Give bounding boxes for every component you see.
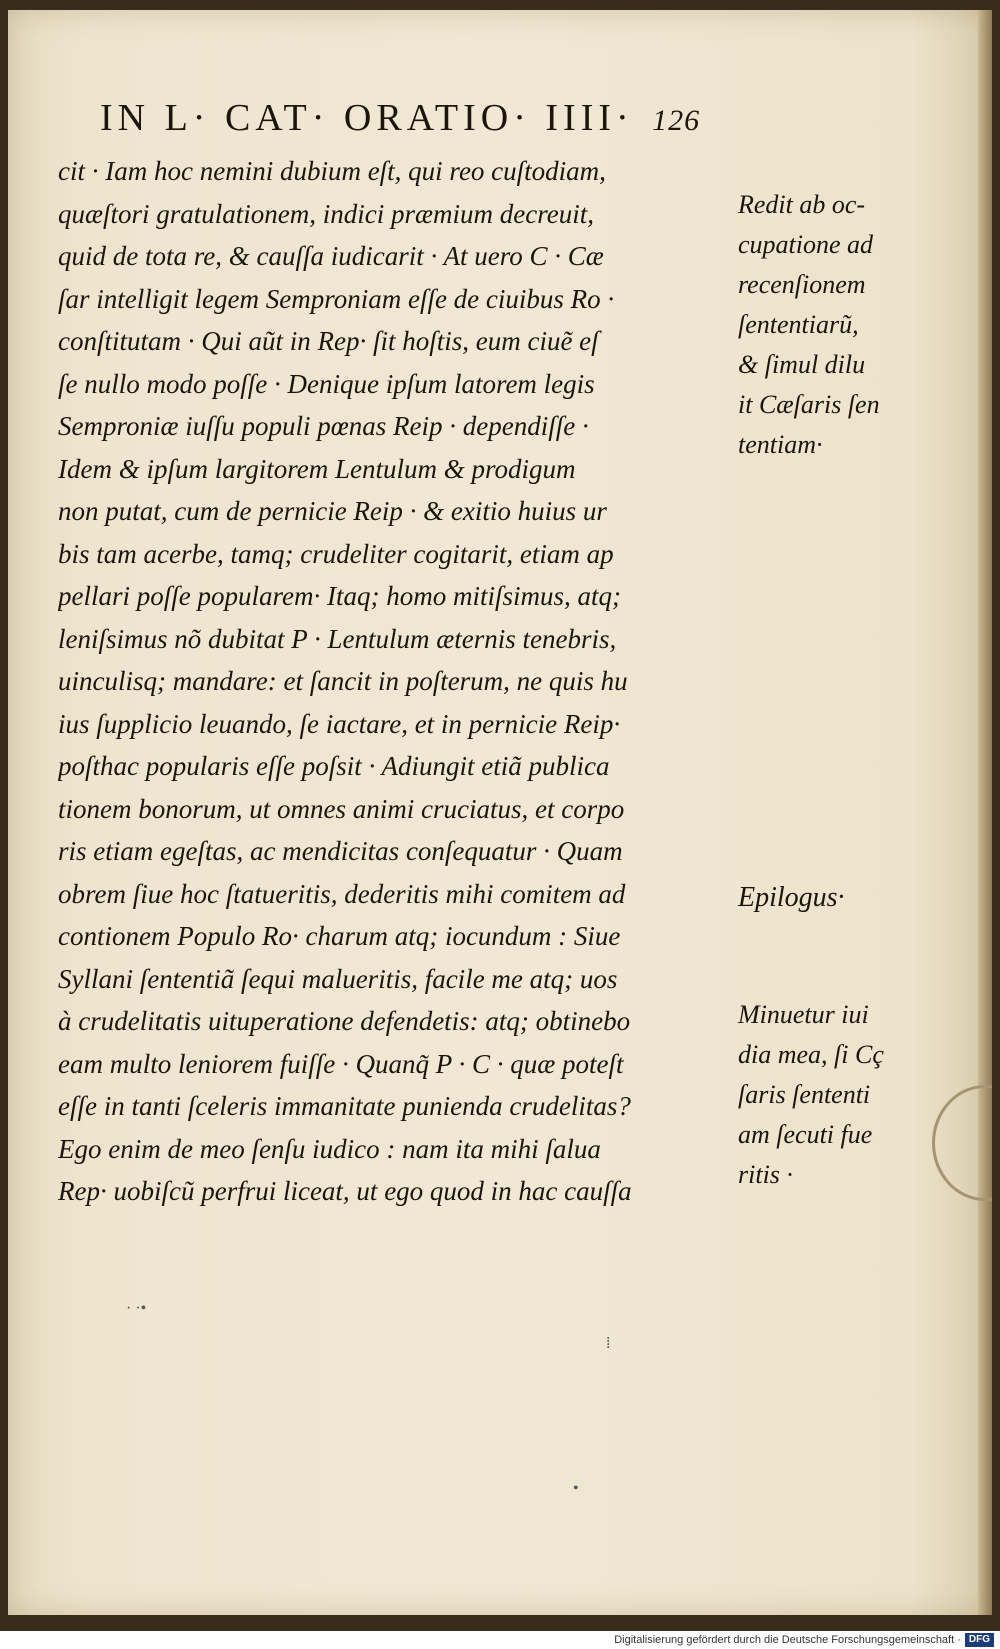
- text-line: poſthac popularis eſſe poſsit · Adiungit etiã publica: [58, 751, 610, 781]
- text-line: à crudelitatis uituperatione defendetis: atq; obtinebo: [58, 1006, 631, 1036]
- text-line: non putat, cum de pernicie Reip · & exitio huius ur: [58, 496, 607, 526]
- margin-note-line: it Cæſaris ſen: [738, 390, 880, 419]
- text-line: ris etiam egeſtas, ac mendicitas conſequatur · Quam: [58, 836, 623, 866]
- text-line: ius ſupplicio leuando, ſe iactare, et in pernicie Reip·: [58, 708, 621, 739]
- text-line: eſſe in tanti ſceleris immanitate punienda crudelitas?: [58, 1091, 631, 1121]
- text-line: Semproniæ iuſſu populi pœnas Reip · dependiſſe ·: [58, 411, 589, 441]
- text-line: Idem & ipſum largitorem Lentulum & prodigum: [58, 453, 576, 484]
- margin-note-line: dia mea, ſi Cç: [738, 1040, 884, 1069]
- margin-note-line: Redit ab oc-: [738, 190, 866, 219]
- text-line: quæſtori gratulationem, indici præmium decreuit,: [58, 198, 594, 229]
- text-line: pellari poſſe popularem· Itaq; homo mitiſsimus, atq;: [58, 581, 621, 611]
- digitization-footer: [0, 1631, 1000, 1649]
- running-header: [100, 92, 730, 144]
- text-line: quid de tota re, & cauſſa iudicarit · At uero C · Cæ: [58, 241, 604, 271]
- main-text-block: [58, 150, 730, 1213]
- text-line: uinculisq; mandare: et ſancit in poſterum, ne quis hu: [58, 666, 628, 696]
- text-line: eam multo leniorem fuiſſe · Quanq̃ P · C · quæ poteſt: [58, 1048, 624, 1079]
- dfg-logo: DFG: [965, 1633, 994, 1647]
- text-line: cit · Iam hoc nemini dubium eſt, qui reo cuſtodiam,: [58, 156, 606, 186]
- text-line: Ego enim de meo ſenſu iudico : nam ita mihi ſalua: [58, 1133, 601, 1164]
- margin-note-epilogus: [738, 878, 918, 918]
- margin-note-line: ſententiarũ,: [738, 310, 859, 339]
- clasp-ring: [932, 1085, 992, 1201]
- text-line: conſtitutam · Qui aũt in Rep· ſit hoſtis, eum ciuẽ eſ: [58, 326, 599, 356]
- margin-note-line: am ſecuti fue: [738, 1120, 873, 1149]
- text-line: tionem bonorum, ut omnes animi cruciatus, et corpo: [58, 793, 625, 824]
- text-line: ſe nullo modo poſſe · Denique ipſum latorem legis: [58, 368, 595, 399]
- margin-note-redit: [738, 185, 918, 465]
- ink-speck: · ·•: [126, 1300, 147, 1317]
- margin-note-line: recenſionem: [738, 270, 866, 299]
- text-line: Rep· uobiſcũ perfrui liceat, ut ego quod in hac cauſſa: [58, 1176, 632, 1206]
- margin-note-line: Epilogus·: [738, 882, 845, 913]
- header-title: IN L· CAT· ORATIO· IIII·: [100, 97, 634, 139]
- margin-note-line: ſaris ſententi: [738, 1080, 871, 1109]
- text-line: obrem ſiue hoc ſtatueritis, dederitis mihi comitem ad: [58, 878, 626, 909]
- text-line: bis tam acerbe, tamq; crudeliter cogitarit, etiam ap: [58, 538, 614, 569]
- text-line: leniſsimus nõ dubitat P · Lentulum æternis tenebris,: [58, 623, 617, 654]
- text-line: contionem Populo Ro· charum atq; iocundum : Siue: [58, 921, 621, 951]
- book-page: [8, 10, 992, 1615]
- ink-speck: •: [573, 1480, 579, 1497]
- margin-note-line: ritis ·: [738, 1160, 793, 1189]
- page-edge: [978, 10, 992, 1615]
- text-line: Syllani ſententiã ſequi malueritis, facile me atq; uos: [58, 963, 618, 994]
- margin-note-minuetur: [738, 995, 918, 1195]
- ink-speck: ⁞: [606, 1335, 611, 1352]
- margin-note-line: tentiam·: [738, 430, 823, 459]
- margin-note-line: & ſimul dilu: [738, 350, 866, 379]
- footer-credit: Digitalisierung gefördert durch die Deutsche Forschungsgemeinschaft ·: [614, 1634, 961, 1646]
- margin-note-line: Minuetur iui: [738, 1000, 869, 1029]
- margin-note-line: cupatione ad: [738, 230, 874, 259]
- page-number: 126: [652, 104, 701, 137]
- text-line: ſar intelligit legem Semproniam eſſe de ciuibus Ro ·: [58, 283, 615, 314]
